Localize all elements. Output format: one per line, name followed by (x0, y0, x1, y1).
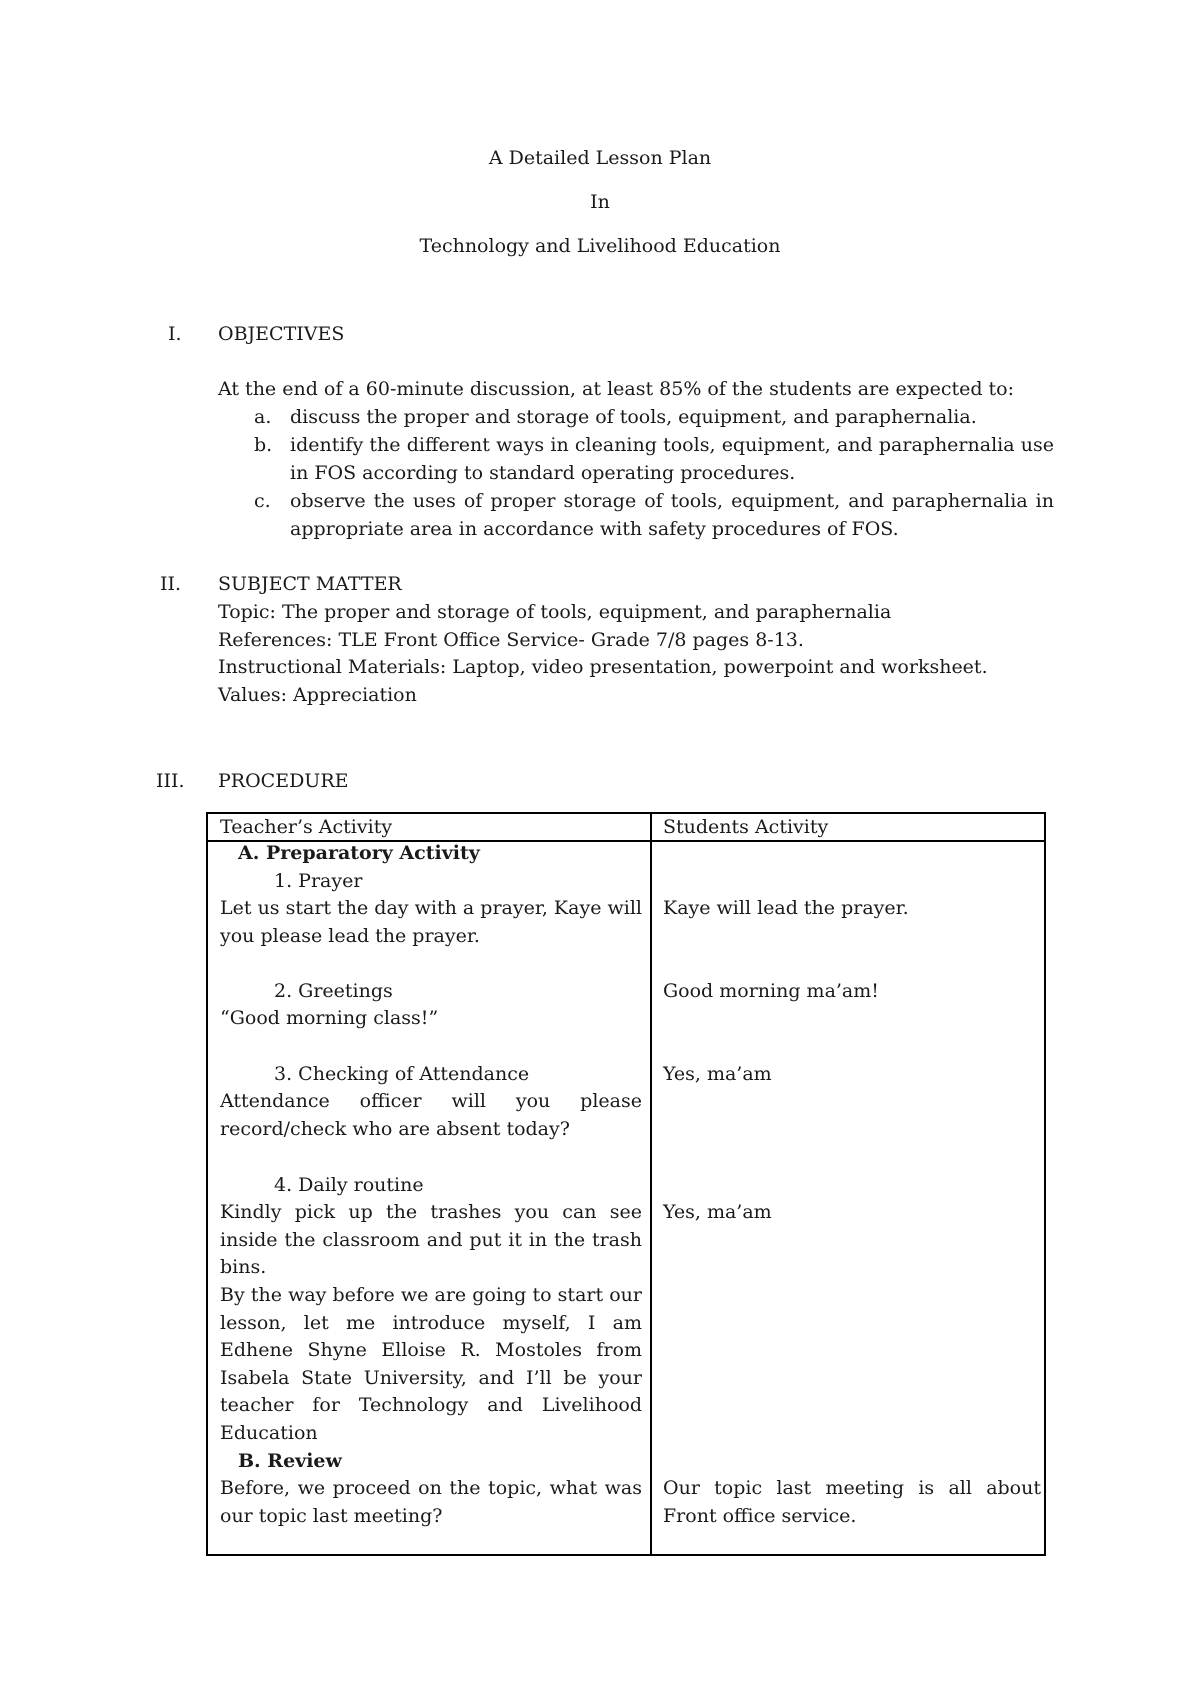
table-column-divider (650, 814, 652, 1554)
objectives-numeral: I. (168, 323, 182, 345)
greetings-label: 2. Greetings (274, 980, 393, 1002)
objective-letter: a. (254, 406, 272, 428)
objective-letter: c. (254, 490, 271, 512)
procedure-table (206, 812, 1046, 1556)
prayer-label: 1. Prayer (274, 870, 363, 892)
column-header-teacher: Teacher’s Activity (220, 816, 393, 838)
document-title: A Detailed Lesson Plan (488, 147, 712, 169)
section-a-heading: A. Preparatory Activity (238, 842, 480, 864)
section-b-heading: B. Review (238, 1450, 342, 1472)
routine-label: 4. Daily routine (274, 1174, 424, 1196)
title-connector: In (590, 191, 610, 213)
routine-student-text: Yes, ma’am (663, 1201, 772, 1223)
procedure-heading: PROCEDURE (218, 770, 349, 792)
procedure-numeral: III. (156, 770, 185, 792)
subject-matter-numeral: II. (160, 573, 182, 595)
routine-teacher-text: Kindly pick up the trashes you can see inside the classroom and put it in the trash bins. (220, 1201, 642, 1279)
subject-values: Values: Appreciation (218, 684, 417, 706)
prayer-teacher-text: Let us start the day with a prayer, Kaye will you please lead the prayer. (220, 897, 642, 947)
objective-letter: b. (254, 434, 273, 456)
introduction-teacher-text: By the way before we are going to start our lesson, let me introduce myself, I am Edhene Shyne Elloise R. Mostoles from Isabela State University, and I’ll be your teacher for Technology and Livelihood Education (220, 1284, 642, 1444)
column-header-students: Students Activity (663, 816, 829, 838)
objective-text: identify the different ways in cleaning tools, equipment, and paraphernalia use in FOS according to standard operating procedures. (290, 434, 1054, 484)
review-student-text: Our topic last meeting is all about Front office service. (663, 1477, 1041, 1527)
attendance-label: 3. Checking of Attendance (274, 1063, 530, 1085)
objective-text: discuss the proper and storage of tools, equipment, and paraphernalia. (290, 406, 977, 428)
subject-references: References: TLE Front Office Service- Grade 7/8 pages 8-13. (218, 629, 804, 651)
prayer-student-text: Kaye will lead the prayer. (663, 897, 909, 919)
subject-matter-heading: SUBJECT MATTER (218, 573, 402, 595)
review-teacher-text: Before, we proceed on the topic, what was our topic last meeting? (220, 1477, 642, 1527)
greetings-student-text: Good morning ma’am! (663, 980, 879, 1002)
greetings-teacher-text: “Good morning class!” (220, 1007, 439, 1029)
objectives-heading: OBJECTIVES (218, 323, 345, 345)
subject-materials: Instructional Materials: Laptop, video presentation, powerpoint and worksheet. (218, 656, 988, 678)
objectives-intro: At the end of a 60-minute discussion, at least 85% of the students are expected to: (218, 378, 1015, 400)
document-subject: Technology and Livelihood Education (419, 235, 781, 257)
objective-text: observe the uses of proper storage of tools, equipment, and paraphernalia in appropriate area in accordance with safety procedures of FOS. (290, 490, 1054, 540)
attendance-teacher-line: Attendance officer will you please (220, 1090, 642, 1112)
attendance-student-text: Yes, ma’am (663, 1063, 772, 1085)
attendance-teacher-line: record/check who are absent today? (220, 1118, 570, 1140)
subject-topic: Topic: The proper and storage of tools, equipment, and paraphernalia (218, 601, 892, 623)
